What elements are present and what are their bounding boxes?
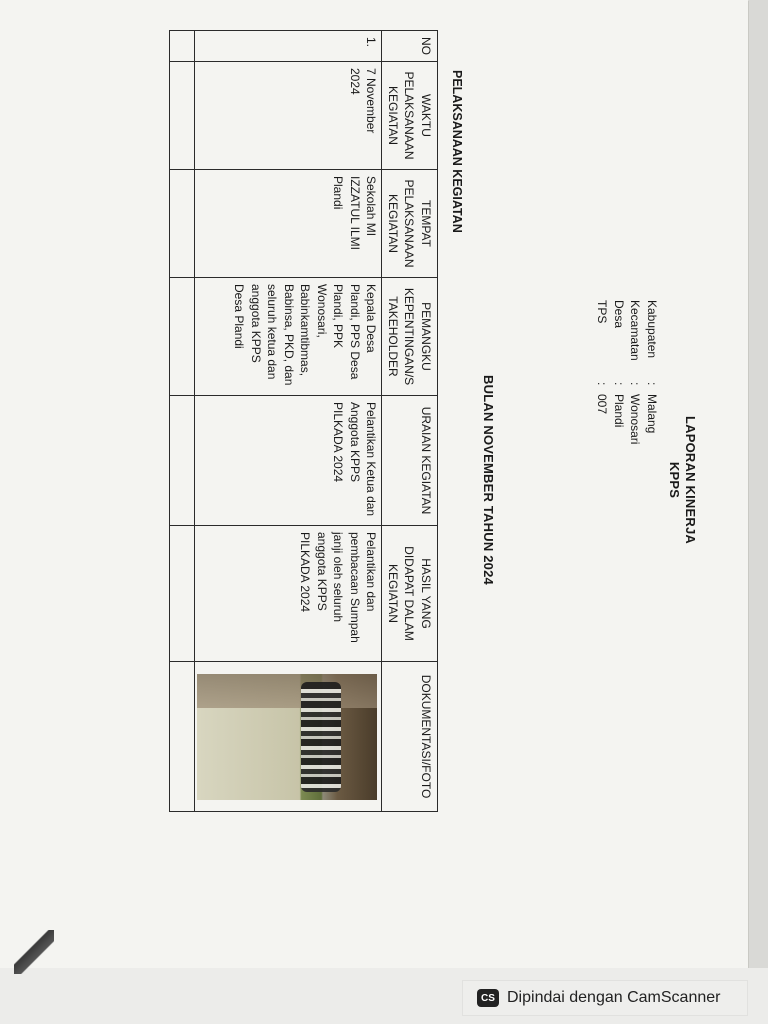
empty-cell	[170, 662, 195, 812]
report-title: LAPORAN KINERJA	[683, 416, 698, 544]
camscanner-watermark	[462, 980, 748, 1016]
info-value: Plandi	[612, 394, 626, 428]
info-value: Wonosari	[628, 394, 643, 445]
info-value: Malang	[645, 394, 659, 434]
info-label: TPS	[595, 300, 610, 324]
info-row-kabupaten	[644, 300, 661, 444]
section-title: PELAKSANAAN KEGIATAN	[450, 70, 464, 233]
photo-crowd	[302, 682, 342, 792]
info-colon: :	[628, 382, 643, 386]
info-row-kecamatan	[627, 300, 644, 444]
info-colon: :	[595, 382, 610, 386]
cell-no: 1.	[195, 31, 382, 62]
activity-table	[170, 30, 439, 812]
cell-pemangku: Kepala Desa Plandi, PPS Desa Plandi, PPK Wonosari, Babinkamtibmas, Babinsa, PKD, dan seluruh ketua dan anggota KPPS Desa Plandi	[195, 278, 382, 396]
report-period: BULAN NOVEMBER TAHUN 2024	[481, 375, 496, 585]
cell-hasil: Pelantikan dan pembacaan Sumpah janji oleh seluruh anggota KPPS PILKADA 2024	[195, 526, 382, 662]
empty-cell	[170, 278, 195, 396]
event-photo-icon	[198, 674, 378, 800]
empty-cell	[170, 526, 195, 662]
report-subtitle: KPPS	[667, 461, 682, 499]
photo-floor	[198, 674, 378, 708]
table-header-row	[382, 31, 438, 812]
camscanner-logo-icon: CS	[477, 989, 499, 1007]
header-dokumentasi: DOKUMENTASI/FOTO	[382, 662, 438, 812]
info-label: Kecamatan	[628, 300, 643, 361]
watermark-text: Dipindai dengan CamScanner	[507, 989, 721, 1006]
table-row	[170, 31, 195, 812]
info-value: 007	[595, 394, 610, 415]
info-label: Kabupaten	[645, 300, 659, 359]
info-label: Desa	[612, 300, 626, 329]
info-row-tps	[594, 300, 611, 444]
header-tempat: TEMPAT PELAKSANAAN KEGIATAN	[382, 170, 438, 278]
info-row-desa	[611, 300, 628, 444]
document-content	[20, 30, 720, 930]
page-corner-shadow	[14, 930, 54, 974]
header-pemangku: PEMANGKU KEPENTINGAN/S TAKEHOLDER	[382, 278, 438, 396]
info-colon: :	[612, 382, 626, 386]
cell-uraian: Pelantikan Ketua dan Anggota KPPS PILKADA 2024	[195, 396, 382, 526]
table-row	[195, 31, 382, 812]
info-colon: :	[645, 382, 659, 386]
empty-cell	[170, 170, 195, 278]
header-hasil: HASIL YANG DIDAPAT DALAM KEGIATAN	[382, 526, 438, 662]
header-uraian: URAIAN KEGIATAN	[382, 396, 438, 526]
empty-cell	[170, 31, 195, 62]
cell-tempat: Sekolah MI IZZATUL ILMI Plandi	[195, 170, 382, 278]
empty-cell	[170, 62, 195, 170]
info-block	[594, 300, 660, 444]
cell-dokumentasi	[195, 662, 382, 812]
empty-cell	[170, 396, 195, 526]
header-no: NO	[382, 31, 438, 62]
cell-waktu: 7 November 2024	[195, 62, 382, 170]
header-waktu: WAKTU PELAKSANAAN KEGIATAN	[382, 62, 438, 170]
